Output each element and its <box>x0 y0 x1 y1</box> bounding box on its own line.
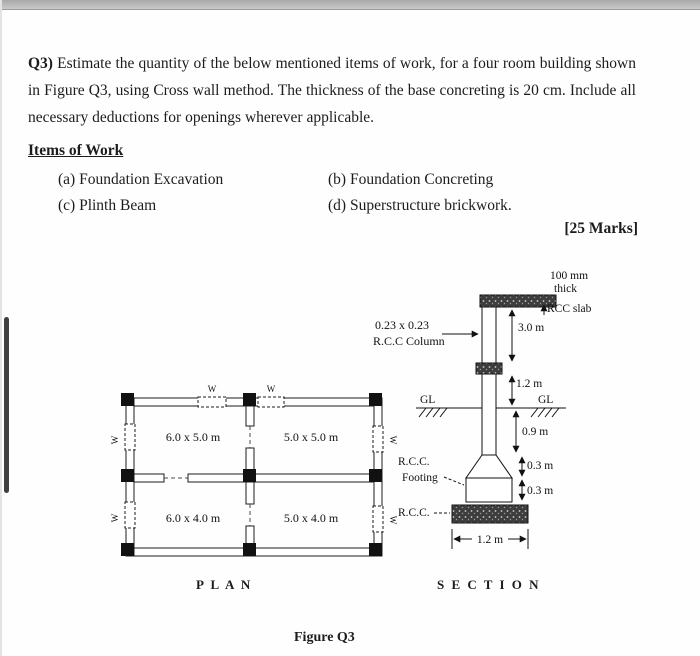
window-top-2 <box>258 397 284 407</box>
rcc-slab <box>480 295 556 307</box>
wall-mid-vertical <box>246 482 254 504</box>
base-concrete <box>452 505 528 523</box>
plan-title: P L A N <box>196 577 253 592</box>
window-mark: W <box>388 515 398 525</box>
plan-drawing <box>108 378 400 583</box>
column-name-label: R.C.C Column <box>373 334 445 348</box>
wall-mid-horizontal <box>134 474 164 482</box>
footing-block <box>466 478 512 502</box>
window-mark: W <box>110 513 120 523</box>
footing-label-2: Footing <box>402 472 438 484</box>
item-c: (c) Plinth Beam <box>58 197 157 214</box>
base-label: R.C.C. <box>398 507 430 519</box>
column-marker <box>243 543 256 556</box>
room-label-top-left: 6.0 x 5.0 m <box>165 430 221 444</box>
column-marker <box>121 393 134 406</box>
wall-mid-horizontal <box>188 474 246 482</box>
window-mark: W <box>110 435 120 445</box>
question-text <box>28 50 636 131</box>
dim-0-3m-a-label: 0.3 m <box>527 460 554 472</box>
items-of-work-list <box>58 167 638 219</box>
section-drawing <box>368 263 638 593</box>
gl-left-label: GL <box>420 394 436 406</box>
question-number: Q3) <box>28 55 53 72</box>
footing-label-1: R.C.C. <box>398 456 430 468</box>
wall-mid-horizontal <box>254 474 374 482</box>
gl-right-label: GL <box>538 394 554 406</box>
section-title: S E C T I O N <box>437 577 541 592</box>
marks-label: [25 Marks] <box>564 220 638 237</box>
room-label-bottom-right: 5.0 x 4.0 m <box>283 511 339 525</box>
plinth-beam-band <box>476 363 502 374</box>
items-of-work-heading: Items of Work <box>28 142 124 159</box>
item-b: (b) Foundation Concreting <box>328 171 494 188</box>
item-d: (d) Superstructure brickwork. <box>328 197 512 214</box>
window-mark: W <box>388 435 398 445</box>
wall-mid-vertical <box>246 406 254 426</box>
dim-0-9m-label: 0.9 m <box>522 426 549 438</box>
window-mark: W <box>207 384 217 394</box>
figure-caption: Figure Q3 <box>294 630 355 645</box>
column-marker <box>243 469 256 482</box>
rcc-column <box>482 307 496 455</box>
page-curl-shadow <box>4 317 9 493</box>
window-left-1 <box>125 424 135 450</box>
column-marker <box>243 393 256 406</box>
window-mark: W <box>266 384 276 394</box>
item-a: (a) Foundation Excavation <box>58 171 224 188</box>
column-size-label: 0.23 x 0.23 <box>375 318 429 332</box>
slab-thickness-note-1: 100 mm <box>550 270 589 282</box>
window-left-2 <box>125 502 135 528</box>
footing-leader <box>444 477 464 485</box>
dim-1-2m-label: 1.2 m <box>516 378 543 390</box>
room-label-top-right: 5.0 x 5.0 m <box>283 430 339 444</box>
footing-taper <box>466 455 512 478</box>
dim-base-width-label: 1.2 m <box>476 534 504 546</box>
window-top-1 <box>198 397 226 407</box>
slab-thickness-note-2: thick <box>554 283 577 295</box>
room-label-bottom-left: 6.0 x 4.0 m <box>165 511 221 525</box>
column-marker <box>121 469 134 482</box>
column-marker <box>121 543 134 556</box>
dim-3m-label: 3.0 m <box>518 322 545 334</box>
slab-label: RCC slab <box>547 303 592 315</box>
question-body: Estimate the quantity of the below mentioned items of work, for a four room building shown in Figure Q3, using Cross wall method. The thickness of the base concreting is 20 cm. Include all necessary deductions for openings wherever applicable. <box>28 55 637 126</box>
dim-0-3m-b-label: 0.3 m <box>527 485 554 497</box>
scan-edge-top <box>0 0 700 10</box>
scan-edge-left <box>0 0 2 656</box>
